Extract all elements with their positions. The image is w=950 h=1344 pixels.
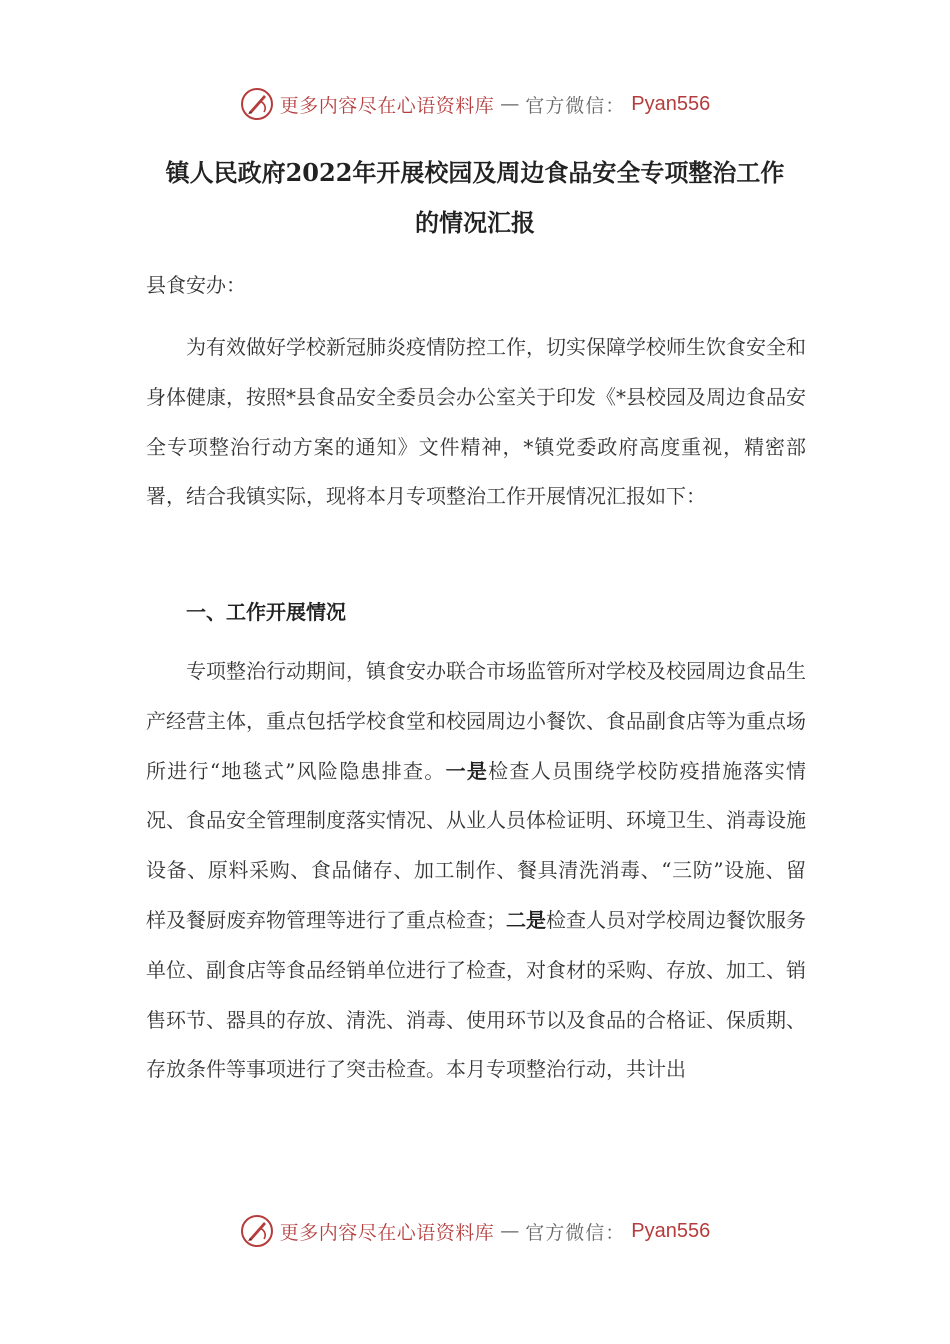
section-heading: 一、工作开展情况 <box>186 600 346 624</box>
bold-marker-first: 一是 <box>445 758 489 783</box>
watermark-separator: — <box>500 1220 520 1242</box>
watermark-text: 更多内容尽在心语资料库 <box>279 1221 495 1244</box>
watermark-separator: — <box>500 93 520 115</box>
watermark-text: 更多内容尽在心语资料库 <box>279 94 495 117</box>
paragraph-work-status <box>146 647 806 1095</box>
paragraph-intro: 为有效做好学校新冠肺炎疫情防控工作，切实保障学校师生饮食安全和身体健康，按照*县食品安全委员会办公室关于印发《*县校园及周边食品安全专项整治行动方案的通知》文件精神，*镇党委政府高度重视，精密部署，结合我镇实际，现将本月专项整治工作开展情况汇报如下： <box>146 335 806 509</box>
paragraph-text: 检查人员围绕学校防疫措施落实情况、食品安全管理制度落实情况、从业人员体检证明、环境卫生、消毒设施设备、原料采购、食品储存、加工制作、餐具清洗消毒、“三防”设施、留样及餐厨废弃物管理等进行了重点检查； <box>146 758 807 932</box>
wechat-id: Pyan556 <box>631 1219 711 1242</box>
watermark-banner-top <box>0 84 950 124</box>
document-title-line1: 镇人民政府2022年开展校园及周边食品安全专项整治工作 <box>165 158 785 187</box>
watermark-banner-bottom <box>0 1211 950 1251</box>
paragraph-text: 检查人员对学校周边餐饮服务单位、副食店等食品经销单位进行了检查，对食材的采购、存放、加工、销售环节、器具的存放、清洗、消毒、使用环节以及食品的合格证、保质期、存放条件等事项进行了突击检查。本月专项整治行动，共计出 <box>146 907 806 1082</box>
wechat-label: 官方微信： <box>525 94 626 117</box>
wechat-label: 官方微信： <box>525 1221 626 1244</box>
paragraph-text: 专项整治行动期间，镇食安办联合市场监管所对学校及校园周边食品生产经营主体，重点包括学校食堂和校园周边小餐饮、食品副食店等为重点场所进行“地毯式”风险隐患排查。 <box>146 659 806 783</box>
quill-pen-icon <box>240 1214 274 1248</box>
bold-marker-second: 二是 <box>506 907 546 932</box>
salutation: 县食安办： <box>146 273 246 297</box>
wechat-id: Pyan556 <box>631 92 711 115</box>
document-title-line2: 的情况汇报 <box>415 208 535 237</box>
quill-pen-icon <box>240 87 274 121</box>
